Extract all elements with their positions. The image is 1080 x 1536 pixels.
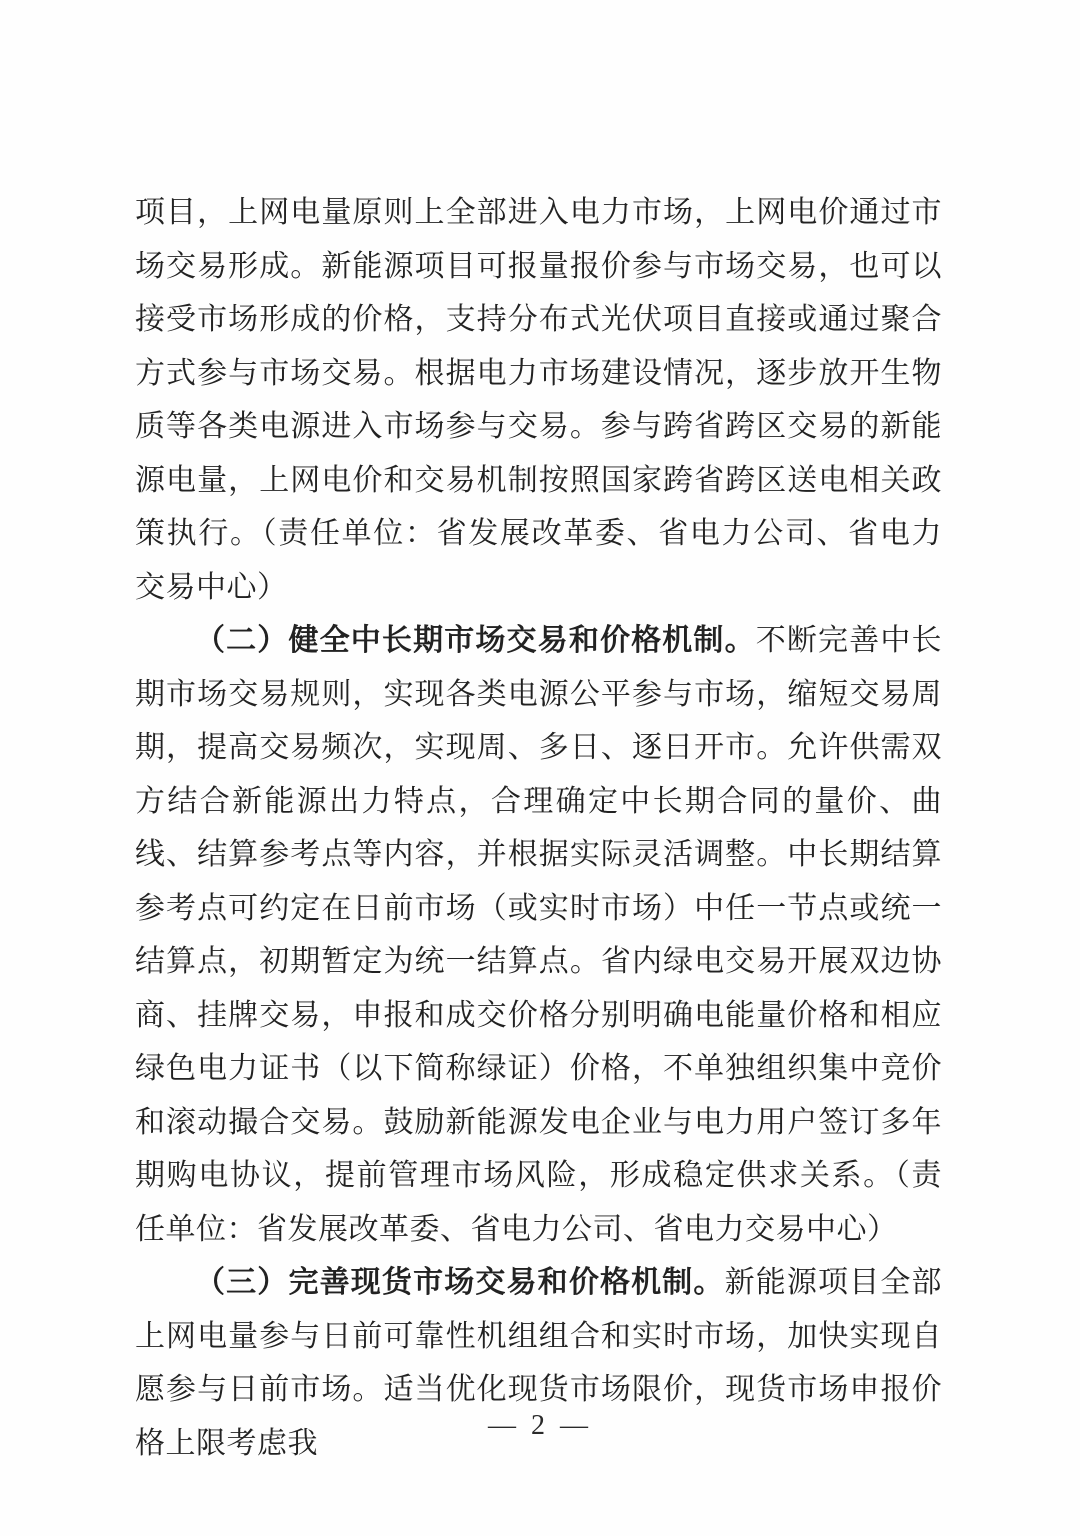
paragraph-continuation xyxy=(135,186,942,614)
section-3-heading: （三）完善现货市场交易和价格机制。 xyxy=(195,1266,725,1299)
paragraph-text: 项目，上网电量原则上全部进入电力市场，上网电价通过市场交易形成。新能源项目可报量报价参与市场交易，也可以接受市场形成的价格，支持分布式光伏项目直接或通过聚合方式参与市场交易。根据电力市场建设情况，逐步放开生物质等各类电源进入市场参与交易。参与跨省跨区交易的新能源电量，上网电价和交易机制按照国家跨省跨区送电相关政策执行。（责任单位：省发展改革委、省电力公司、省电力交易中心） xyxy=(135,196,942,604)
section-2-heading: （二）健全中长期市场交易和价格机制。 xyxy=(195,624,756,657)
paragraph-text: 不断完善中长期市场交易规则，实现各类电源公平参与市场，缩短交易周期，提高交易频次，实现周、多日、逐日开市。允许供需双方结合新能源出力特点，合理确定中长期合同的量价、曲线、结算参考点等内容，并根据实际灵活调整。中长期结算参考点可约定在日前市场（或实时市场）中任一节点或统一结算点，初期暂定为统一结算点。省内绿电交易开展双边协商、挂牌交易，申报和成交价格分别明确电能量价格和相应绿色电力证书（以下简称绿证）价格，不单独组织集中竞价和滚动撮合交易。鼓励新能源发电企业与电力用户签订多年期购电协议，提前管理市场风险，形成稳定供求关系。（责任单位：省发展改革委、省电力公司、省电力交易中心） xyxy=(135,624,943,1246)
page-number: — 2 — xyxy=(488,1410,592,1441)
paragraph-section-2 xyxy=(135,614,942,1256)
document-body xyxy=(135,186,942,1470)
paragraph-text: 新能源项目全部上网电量参与日前可靠性机组组合和实时市场，加快实现自愿参与日前市场。适当优化现货市场限价，现货市场申报价格上限考虑我 xyxy=(135,1266,943,1460)
